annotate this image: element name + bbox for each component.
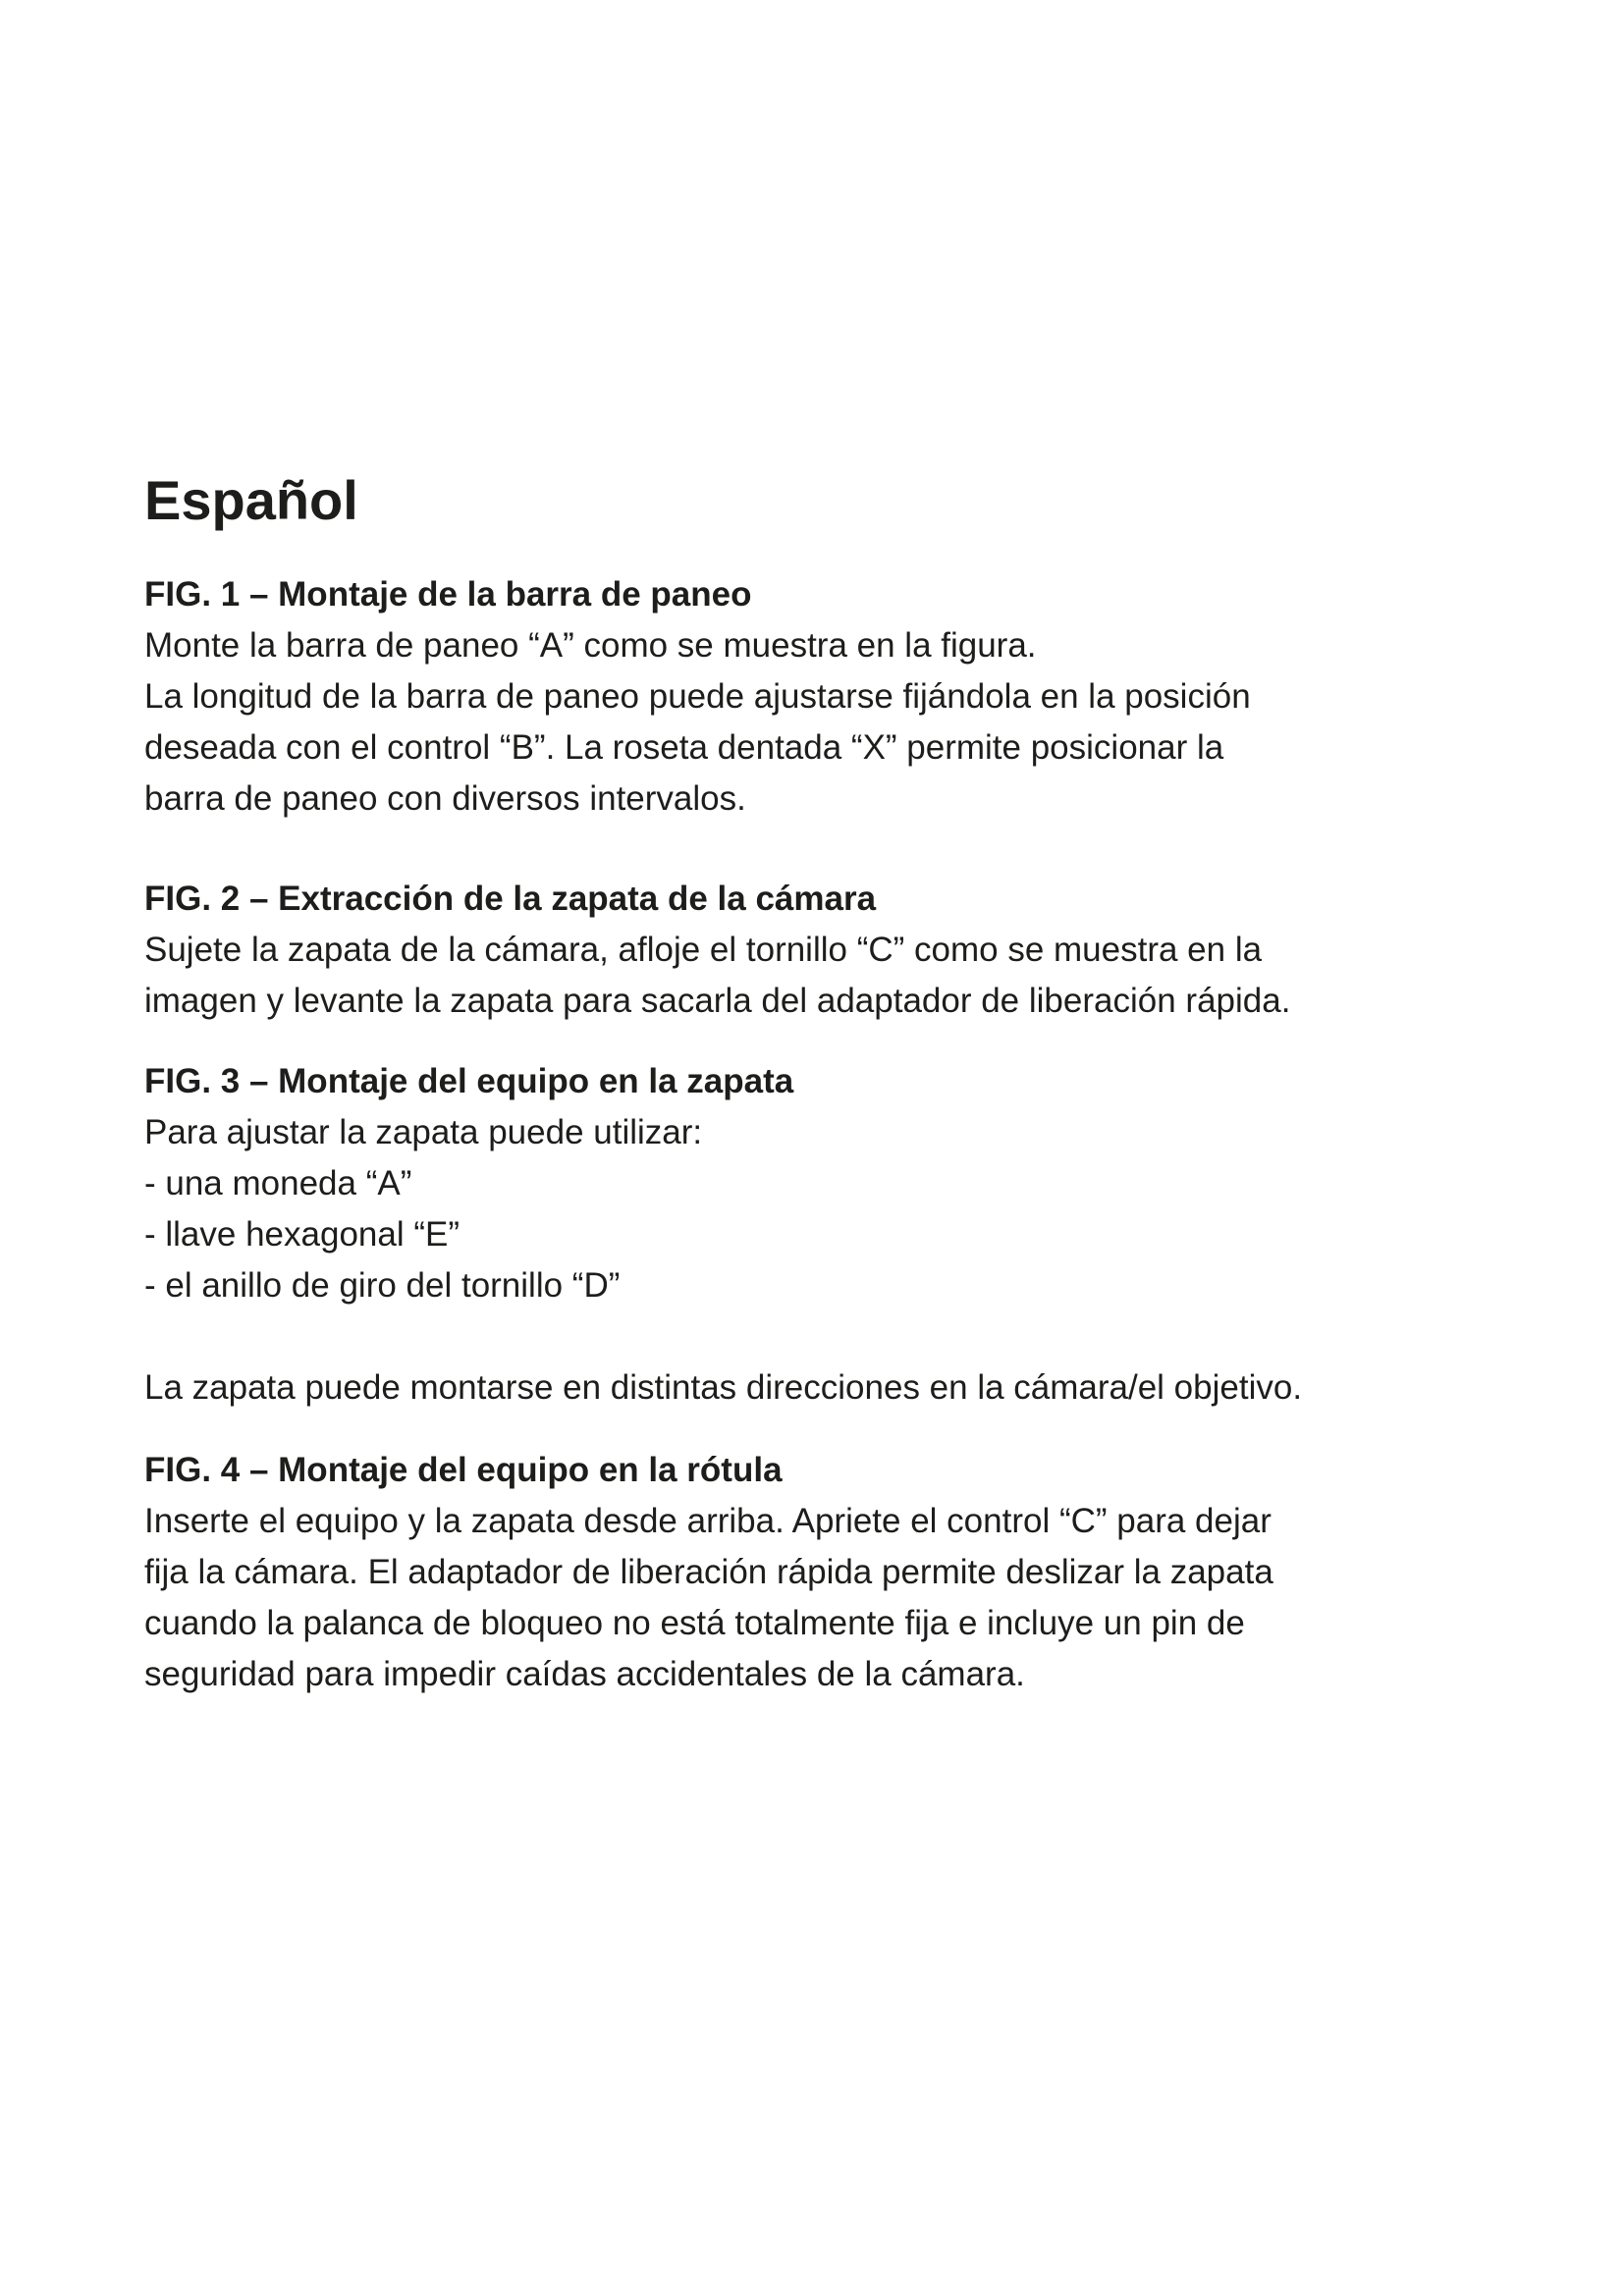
section-heading: FIG. 3 – Montaje del equipo en la zapata — [144, 1062, 794, 1100]
paragraph-line: Para ajustar la zapata puede utilizar: — [144, 1113, 703, 1151]
list-item: - el anillo de giro del tornillo “D” — [144, 1266, 621, 1305]
page-title: Español — [144, 469, 358, 531]
paragraph-line: imagen y levante la zapata para sacarla del adaptador de liberación rápida. — [144, 982, 1291, 1020]
section-fig-4 — [144, 1445, 1509, 1700]
paragraph-line: seguridad para impedir caídas accidentales de la cámara. — [144, 1655, 1025, 1693]
section-fig-1 — [144, 569, 1509, 825]
list-item: - llave hexagonal “E” — [144, 1215, 460, 1254]
spacer — [144, 1027, 1509, 1056]
paragraph-line: barra de paneo con diversos intervalos. — [144, 779, 746, 818]
tool-list — [144, 1158, 1509, 1311]
section-heading: FIG. 2 – Extracción de la zapata de la cámara — [144, 880, 877, 918]
paragraph-line: cuando la palanca de bloqueo no está totalmente fija e incluye un pin de — [144, 1604, 1245, 1642]
paragraph-note: La zapata puede montarse en distintas direcciones en la cámara/el objetivo. — [144, 1368, 1303, 1407]
paragraph-line: La longitud de la barra de paneo puede ajustarse fijándola en la posición — [144, 677, 1251, 716]
paragraph-line: fija la cámara. El adaptador de liberación rápida permite deslizar la zapata — [144, 1553, 1273, 1591]
section-heading: FIG. 4 – Montaje del equipo en la rótula — [144, 1451, 783, 1489]
section-fig-3 — [144, 1056, 1509, 1414]
paragraph-line: Monte la barra de paneo “A” como se muestra en la figura. — [144, 626, 1037, 665]
list-item: - una moneda “A” — [144, 1164, 412, 1202]
section-heading: FIG. 1 – Montaje de la barra de paneo — [144, 575, 752, 614]
spacer — [144, 1311, 1509, 1362]
section-fig-2 — [144, 874, 1509, 1027]
spacer — [144, 825, 1509, 874]
spacer — [144, 1414, 1509, 1445]
paragraph-line: Inserte el equipo y la zapata desde arriba. Apriete el control “C” para dejar — [144, 1502, 1272, 1540]
paragraph-line: deseada con el control “B”. La roseta dentada “X” permite posicionar la — [144, 728, 1224, 767]
document-body — [144, 469, 1509, 1700]
paragraph-line: Sujete la zapata de la cámara, afloje el tornillo “C” como se muestra en la — [144, 931, 1263, 969]
